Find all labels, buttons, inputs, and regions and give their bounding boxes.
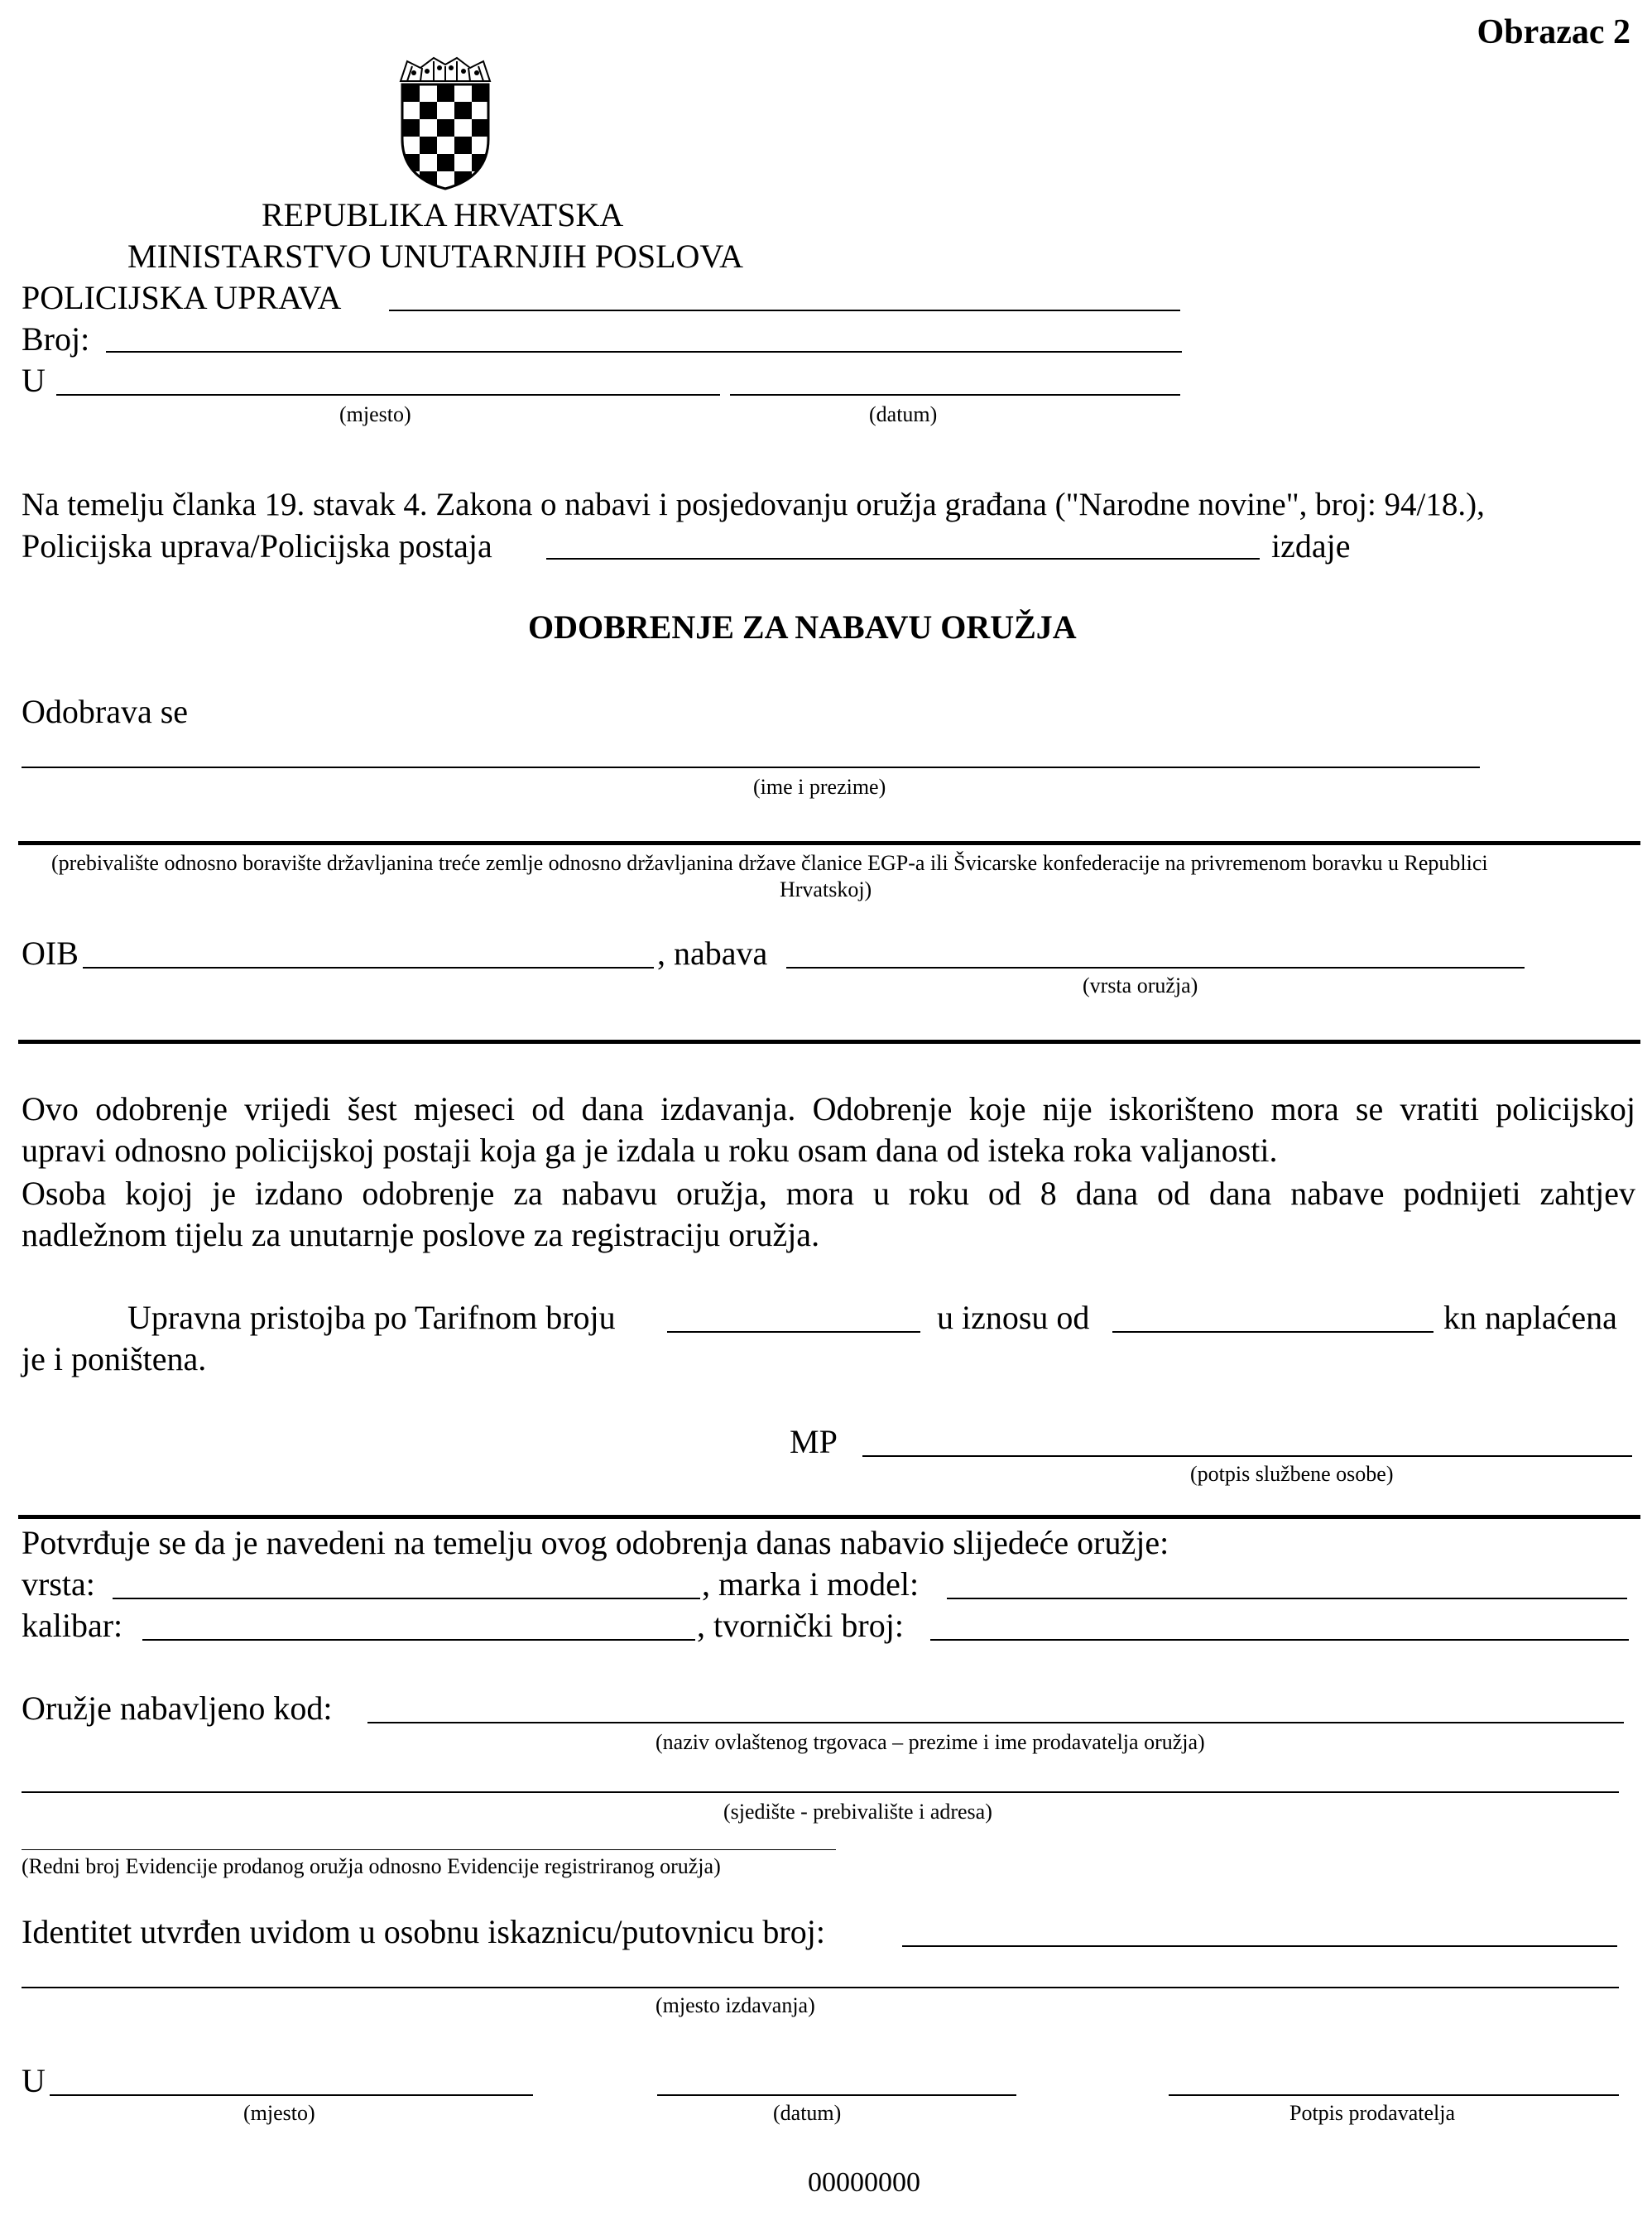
type-label: vrsta: xyxy=(22,1565,95,1603)
tariff-number-field[interactable] xyxy=(667,1331,920,1333)
oib-field[interactable] xyxy=(83,967,654,969)
brand-label: , marka i model: xyxy=(702,1565,920,1603)
number-label: Broj: xyxy=(22,320,90,358)
seller-signature-field[interactable] xyxy=(1169,2094,1619,2096)
ministry-title: MINISTARSTVO UNUTARNJIH POSLOVA xyxy=(127,238,744,275)
form-label: Obrazac 2 xyxy=(1477,13,1630,51)
brand-model-field[interactable] xyxy=(947,1598,1627,1599)
place-field[interactable] xyxy=(56,394,720,396)
dealer-caption: (naziv ovlaštenog trgovaca – prezime i ime prodavatelja oružja) xyxy=(656,1730,1205,1754)
police-admin-field[interactable] xyxy=(389,310,1180,311)
residence-caption-line-2: Hrvatskoj) xyxy=(780,877,872,901)
caliber-label: kalibar: xyxy=(22,1607,123,1644)
address-caption: (sjedište - prebivalište i adresa) xyxy=(723,1800,992,1824)
fee-line-2: je i poništena. xyxy=(22,1340,207,1377)
seller-signature-caption: Potpis prodavatelja xyxy=(1289,2101,1456,2125)
footer-place-caption: (mjesto) xyxy=(243,2101,315,2125)
police-admin-label: POLICIJSKA UPRAVA xyxy=(22,279,342,316)
fee-part-2: u iznosu od xyxy=(937,1299,1090,1336)
date-caption: (datum) xyxy=(869,402,938,426)
residence-caption-line-1: (prebivalište odnosno boravište državljanina treće zemlje odnosno državljanina države članice EGP-a ili Švicarske konfederacije na privremenom boravku u Republici xyxy=(51,851,1488,875)
republic-title: REPUBLIKA HRVATSKA xyxy=(262,196,624,233)
intro-line-2-label: Policijska uprava/Policijska postaja xyxy=(22,527,492,565)
date-field[interactable] xyxy=(730,394,1180,396)
section-divider xyxy=(18,1515,1640,1519)
footer-date-field[interactable] xyxy=(657,2094,1016,2096)
serial-field[interactable] xyxy=(930,1639,1629,1641)
validity-line-1: Ovo odobrenje vrijedi šest mjeseci od dana izdavanja. Odobrenje koje nije iskorišteno mora se vratiti policijskoj xyxy=(22,1090,1635,1127)
place-caption: (mjesto) xyxy=(339,402,411,426)
identity-label: Identitet utvrđen uvidom u osobnu iskaznicu/putovnicu broj: xyxy=(22,1913,825,1950)
footer-place-field[interactable] xyxy=(50,2094,533,2096)
mp-label: MP xyxy=(790,1423,838,1460)
name-field[interactable] xyxy=(22,767,1480,768)
official-signature-field[interactable] xyxy=(862,1455,1632,1457)
type-field[interactable] xyxy=(113,1598,700,1599)
record-caption: (Redni broj Evidencije prodanog oružja odnosno Evidencije registriranog oružja) xyxy=(22,1854,721,1878)
validity-line-4: nadležnom tijelu za unutarnje poslove za registraciju oružja. xyxy=(22,1216,820,1253)
purchase-label: , nabava xyxy=(657,935,768,972)
fee-part-1: Upravna pristojba po Tarifnom broju xyxy=(127,1299,616,1336)
validity-line-3: Osoba kojoj je izdano odobrenje za nabavu oružja, mora u roku od 8 dana od dana nabave podnijeti zahtjev xyxy=(22,1175,1635,1212)
fee-part-3: kn naplaćena xyxy=(1443,1299,1617,1336)
footer-date-caption: (datum) xyxy=(773,2101,842,2125)
coat-of-arms-icon xyxy=(396,56,495,190)
confirmation-intro: Potvrđuje se da je navedeni na temelju ovog odobrenja danas nabavio slijedeće oružje: xyxy=(22,1524,1169,1561)
approval-label: Odobrava se xyxy=(22,693,189,730)
intro-line-1: Na temelju članka 19. stavak 4. Zakona o nabavi i posjedovanju oružja građana ("Narodne novine", broj: 94/18.), xyxy=(22,487,1485,522)
weapon-type-continuation-field[interactable] xyxy=(18,1040,1640,1044)
name-caption: (ime i prezime) xyxy=(753,775,886,799)
dealer-field[interactable] xyxy=(367,1722,1624,1723)
oib-label: OIB xyxy=(22,935,79,972)
intro-line-2-suffix: izdaje xyxy=(1271,527,1351,565)
residence-field[interactable] xyxy=(18,841,1640,845)
place-prefix: U xyxy=(22,362,46,399)
serial-label: , tvornički broj: xyxy=(697,1607,904,1644)
acquired-label: Oružje nabavljeno kod: xyxy=(22,1690,333,1727)
caliber-field[interactable] xyxy=(142,1639,695,1641)
document-title: ODOBRENJE ZA NABAVU ORUŽJA xyxy=(528,608,1077,646)
weapon-type-caption: (vrsta oružja) xyxy=(1083,973,1198,997)
official-signature-caption: (potpis službene osobe) xyxy=(1190,1462,1394,1486)
fee-amount-field[interactable] xyxy=(1112,1331,1433,1333)
identity-number-field[interactable] xyxy=(902,1945,1617,1947)
address-field[interactable] xyxy=(22,1791,1619,1793)
serial-number: 00000000 xyxy=(808,2167,920,2198)
footer-place-prefix: U xyxy=(22,2062,46,2099)
police-station-field[interactable] xyxy=(546,558,1260,560)
record-number-field[interactable] xyxy=(22,1849,836,1850)
issue-place-caption: (mjesto izdavanja) xyxy=(656,1993,815,2017)
issue-place-field[interactable] xyxy=(22,1987,1619,1988)
number-field[interactable] xyxy=(106,351,1182,353)
weapon-type-field[interactable] xyxy=(786,967,1525,969)
validity-line-2: upravi odnosno policijskoj postaji koja ga je izdala u roku osam dana od isteka roka valjanosti. xyxy=(22,1132,1278,1169)
